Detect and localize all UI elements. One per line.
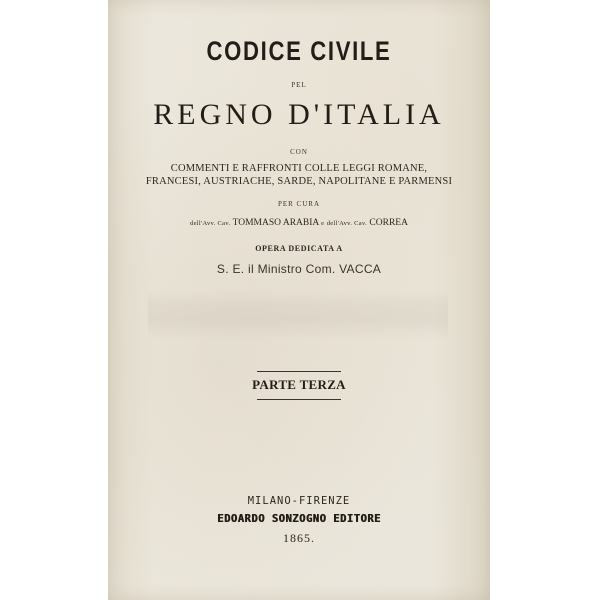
editor1-name: TOMMASO ARABIA [232,218,319,228]
editors-line [108,218,490,228]
title-page [108,0,490,600]
show-through-shadow [148,290,448,340]
editor2-name: CORREA [369,218,408,228]
part-rule-top [257,371,341,372]
editor2-prefix: dell'Avv. Cav. [326,220,368,227]
connector-con: CON [290,148,308,156]
imprint-year: 1865. [283,531,315,545]
per-cura-label: PER CURA [277,200,321,208]
editor-join: e [321,220,325,227]
imprint-publisher: EDOARDO SONZOGNO EDITORE [217,513,381,525]
editor1-prefix: dell'Avv. Cav. [190,220,231,227]
imprint-city: MILANO-FIRENZE [247,495,351,507]
dedication-label: OPERA DEDICATA A [255,244,343,253]
connector-pel: PEL [291,81,307,89]
kingdom-title: REGNO D'ITALIA [153,98,445,131]
part-rule-bottom [257,399,341,400]
commentary-line-2: FRANCESI, AUSTRIACHE, SARDE, NAPOLITANE E PARMENSI [145,176,453,187]
book-title: CODICE CIVILE [206,36,392,66]
part-heading: PARTE TERZA [252,377,346,392]
dedicatee: S. E. il Ministro Com. VACCA [216,262,382,276]
commentary-line-1: COMMENTI E RAFFRONTI COLLE LEGGI ROMANE, [170,163,428,174]
